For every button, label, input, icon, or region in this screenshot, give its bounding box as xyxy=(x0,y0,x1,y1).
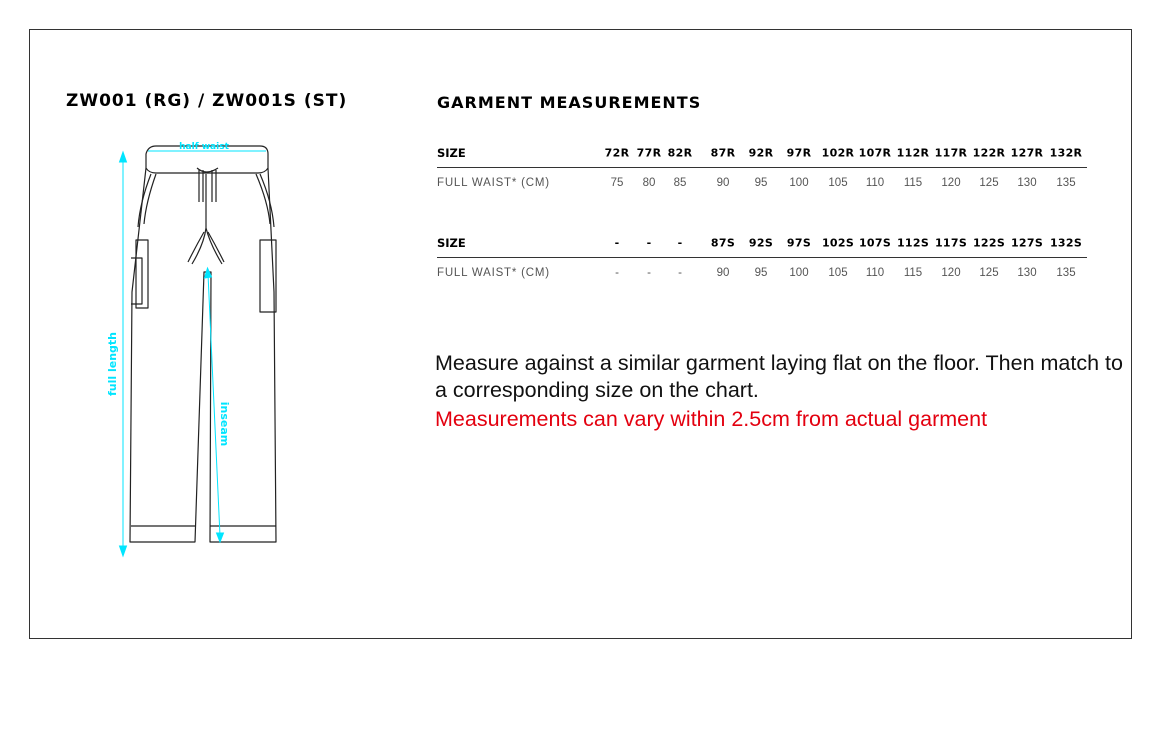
waist-value-cell: 90 xyxy=(716,267,730,279)
waist-row-label: FULL WAIST* (CM) xyxy=(437,267,550,279)
waist-value-cell: 115 xyxy=(903,177,923,189)
regular-size-table xyxy=(437,138,1087,198)
size-cell: 102R xyxy=(821,146,855,160)
waist-value-cell: - xyxy=(678,267,682,279)
waist-value-cell: 135 xyxy=(1056,177,1076,189)
instruction-text: Measure against a similar garment laying flat on the floor. Then match to a corresponding size on the chart. xyxy=(435,351,1123,402)
size-cell: 87R xyxy=(710,146,736,160)
warning-text: Measurements can vary within 2.5cm from actual garment xyxy=(435,407,988,431)
size-cell: 132R xyxy=(1049,146,1083,160)
size-cell: 92R xyxy=(748,146,774,160)
waist-row-label: FULL WAIST* (CM) xyxy=(437,177,550,189)
waist-value-cell: 110 xyxy=(865,267,885,279)
waist-value-cell: 110 xyxy=(865,177,885,189)
size-header-label: SIZE xyxy=(437,146,466,160)
size-cell: 97S xyxy=(786,236,812,250)
trousers-outline-shape xyxy=(130,168,276,542)
size-cell: 112R xyxy=(896,146,930,160)
waist-value-cell: 105 xyxy=(828,267,848,279)
front-pocket-inner-shape xyxy=(144,174,270,224)
waist-value-cell: 125 xyxy=(979,267,999,279)
size-cell: 92S xyxy=(748,236,774,250)
waist-value-cell: 135 xyxy=(1056,267,1076,279)
waist-value-cell: 95 xyxy=(754,267,768,279)
size-cell: 72R xyxy=(604,146,630,160)
size-cell: - xyxy=(677,236,683,250)
size-header-row xyxy=(437,138,1087,168)
waist-value-cell: 130 xyxy=(1017,267,1037,279)
size-cell: 77R xyxy=(636,146,662,160)
full-length-arrow-top-icon xyxy=(120,152,127,162)
trousers-diagram xyxy=(100,132,300,562)
size-cell: 117S xyxy=(934,236,968,250)
full-length-arrow-bottom-icon xyxy=(120,546,127,556)
waist-value-cell: 120 xyxy=(941,267,961,279)
waist-value-cell: 130 xyxy=(1017,177,1037,189)
waist-value-cell: 80 xyxy=(642,177,656,189)
waist-row xyxy=(437,168,1087,198)
size-cell: 82R xyxy=(667,146,693,160)
waist-value-cell: 85 xyxy=(673,177,687,189)
product-code: ZW001 (RG) / ZW001S (ST) xyxy=(66,91,348,111)
size-cell: 122R xyxy=(972,146,1006,160)
size-cell: 122S xyxy=(972,236,1006,250)
size-cell: 87S xyxy=(710,236,736,250)
stout-size-table xyxy=(437,228,1087,288)
waist-value-cell: 115 xyxy=(903,267,923,279)
waist-value-cell: 105 xyxy=(828,177,848,189)
size-cell: 107S xyxy=(858,236,892,250)
size-cell: 107R xyxy=(858,146,892,160)
size-header-label: SIZE xyxy=(437,236,466,250)
waist-row xyxy=(437,258,1087,288)
size-cell: 112S xyxy=(896,236,930,250)
waist-value-cell: 120 xyxy=(941,177,961,189)
size-cell: 102S xyxy=(821,236,855,250)
waist-value-cell: 90 xyxy=(716,177,730,189)
size-cell: - xyxy=(614,236,620,250)
waist-value-cell: 95 xyxy=(754,177,768,189)
section-title: GARMENT MEASUREMENTS xyxy=(437,93,702,112)
waist-value-cell: 100 xyxy=(789,267,809,279)
size-cell: 132S xyxy=(1049,236,1083,250)
measurement-note xyxy=(435,350,1125,433)
inseam-label: inseam xyxy=(218,401,231,447)
waist-value-cell: 75 xyxy=(610,177,624,189)
inseam-arrow-bottom-icon xyxy=(217,533,224,542)
waist-value-cell: 125 xyxy=(979,177,999,189)
size-header-row xyxy=(437,228,1087,258)
drawstring-shape xyxy=(199,170,216,202)
half-waist-label: half waist xyxy=(179,142,229,152)
full-length-label: full length xyxy=(106,331,119,397)
waist-value-cell: - xyxy=(615,267,619,279)
size-cell: 97R xyxy=(786,146,812,160)
size-cell: 127S xyxy=(1010,236,1044,250)
size-cell: - xyxy=(646,236,652,250)
size-cell: 117R xyxy=(934,146,968,160)
size-cell: 127R xyxy=(1010,146,1044,160)
drawstring-loop-shape xyxy=(197,168,218,172)
waist-value-cell: - xyxy=(647,267,651,279)
waist-value-cell: 100 xyxy=(789,177,809,189)
